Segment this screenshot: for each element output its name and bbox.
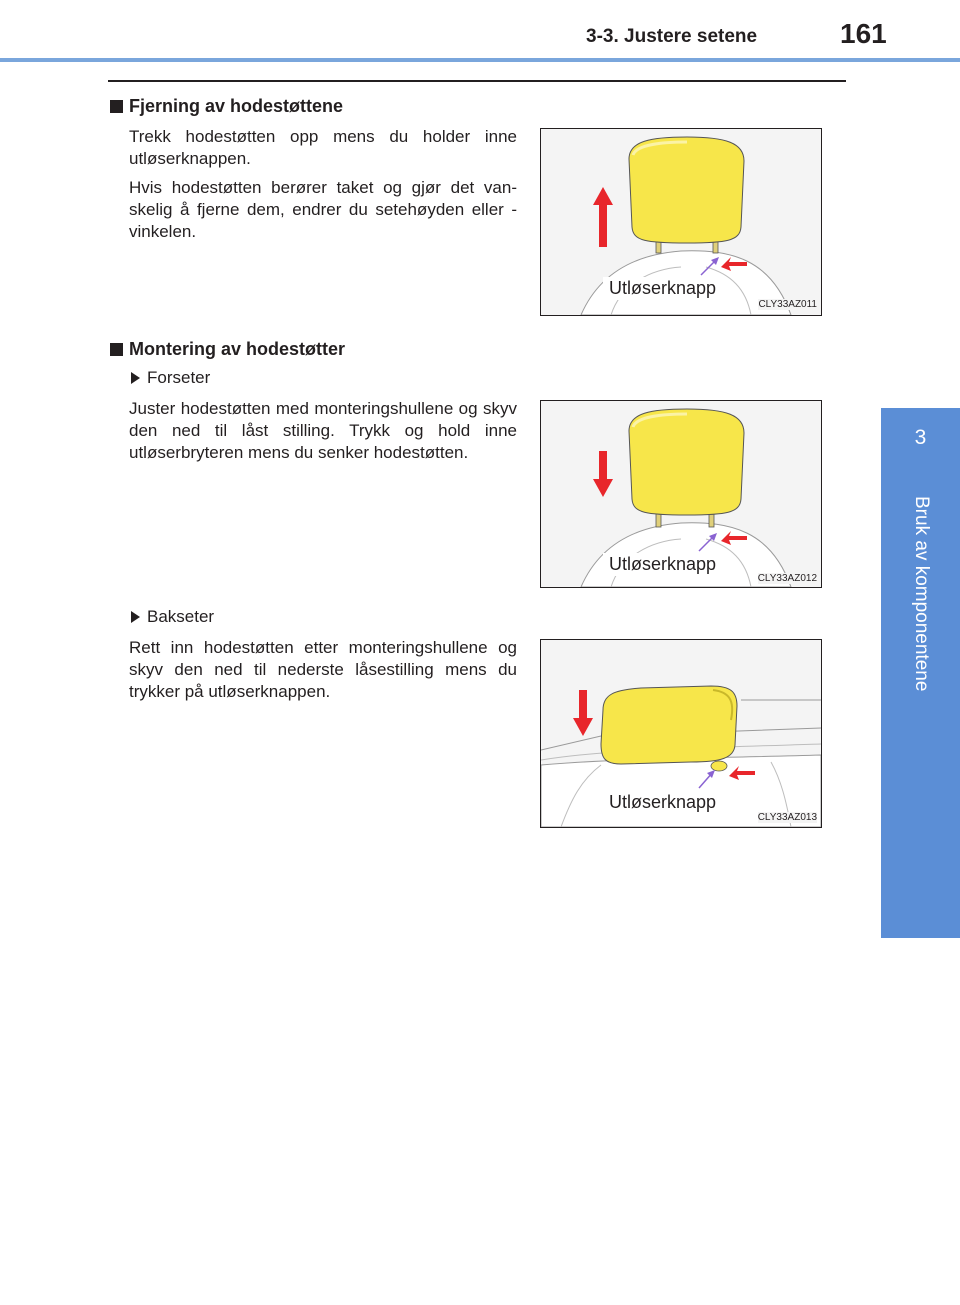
removal-heading-text: Fjerning av hodestøttene xyxy=(129,96,344,116)
header-divider xyxy=(108,80,846,82)
rear-seats-label: Bakseter xyxy=(147,607,215,626)
release-button-label: Utløserknapp xyxy=(603,791,722,814)
section-title: 3-3. Justere setene xyxy=(586,26,758,47)
header-divider-blue xyxy=(0,58,960,62)
bullet-square-icon xyxy=(110,100,123,113)
chapter-title: Bruk av komponentene xyxy=(911,496,932,692)
page-number: 161 xyxy=(840,18,887,49)
removal-heading xyxy=(110,96,343,117)
release-button-label: Utløserknapp xyxy=(603,553,722,576)
triangle-bullet-icon xyxy=(131,372,140,384)
removal-paragraph-1: Trekk hodestøtten opp mens du holder inne utløserknappen. xyxy=(129,127,517,168)
mounting-heading xyxy=(110,339,345,360)
front-seats-subheading xyxy=(131,368,210,388)
release-button-label: Utløserknapp xyxy=(603,277,722,300)
figure-code: CLY33AZ012 xyxy=(757,573,817,584)
figure-front-seats xyxy=(540,400,822,588)
rear-seats-subheading xyxy=(131,607,214,627)
front-seats-paragraph: Juster hodestøtten med monteringshullene og skyv den ned til låst stilling. Trykk og hold inne utløserbryteren mens du senker hodestøtten. xyxy=(129,399,517,462)
chapter-number: 3 xyxy=(914,426,927,449)
mounting-heading-text: Montering av hodestøtter xyxy=(129,339,346,359)
removal-paragraph-2: Hvis hodestøtten berører taket og gjør det van-skelig å fjerne dem, endrer du setehøyden eller -vinkelen. xyxy=(129,178,517,241)
figure-removal xyxy=(540,128,822,316)
front-seats-label: Forseter xyxy=(147,368,211,387)
bullet-square-icon xyxy=(110,343,123,356)
triangle-bullet-icon xyxy=(131,611,140,623)
figure-code: CLY33AZ013 xyxy=(757,812,817,823)
figure-code: CLY33AZ011 xyxy=(758,299,817,310)
figure-rear-seats xyxy=(540,639,822,828)
chapter-tab xyxy=(881,408,960,938)
rear-seats-paragraph: Rett inn hodestøtten etter monteringshullene og skyv den ned til nederste låsestilling mens du trykker på utløserknappen. xyxy=(129,638,517,701)
